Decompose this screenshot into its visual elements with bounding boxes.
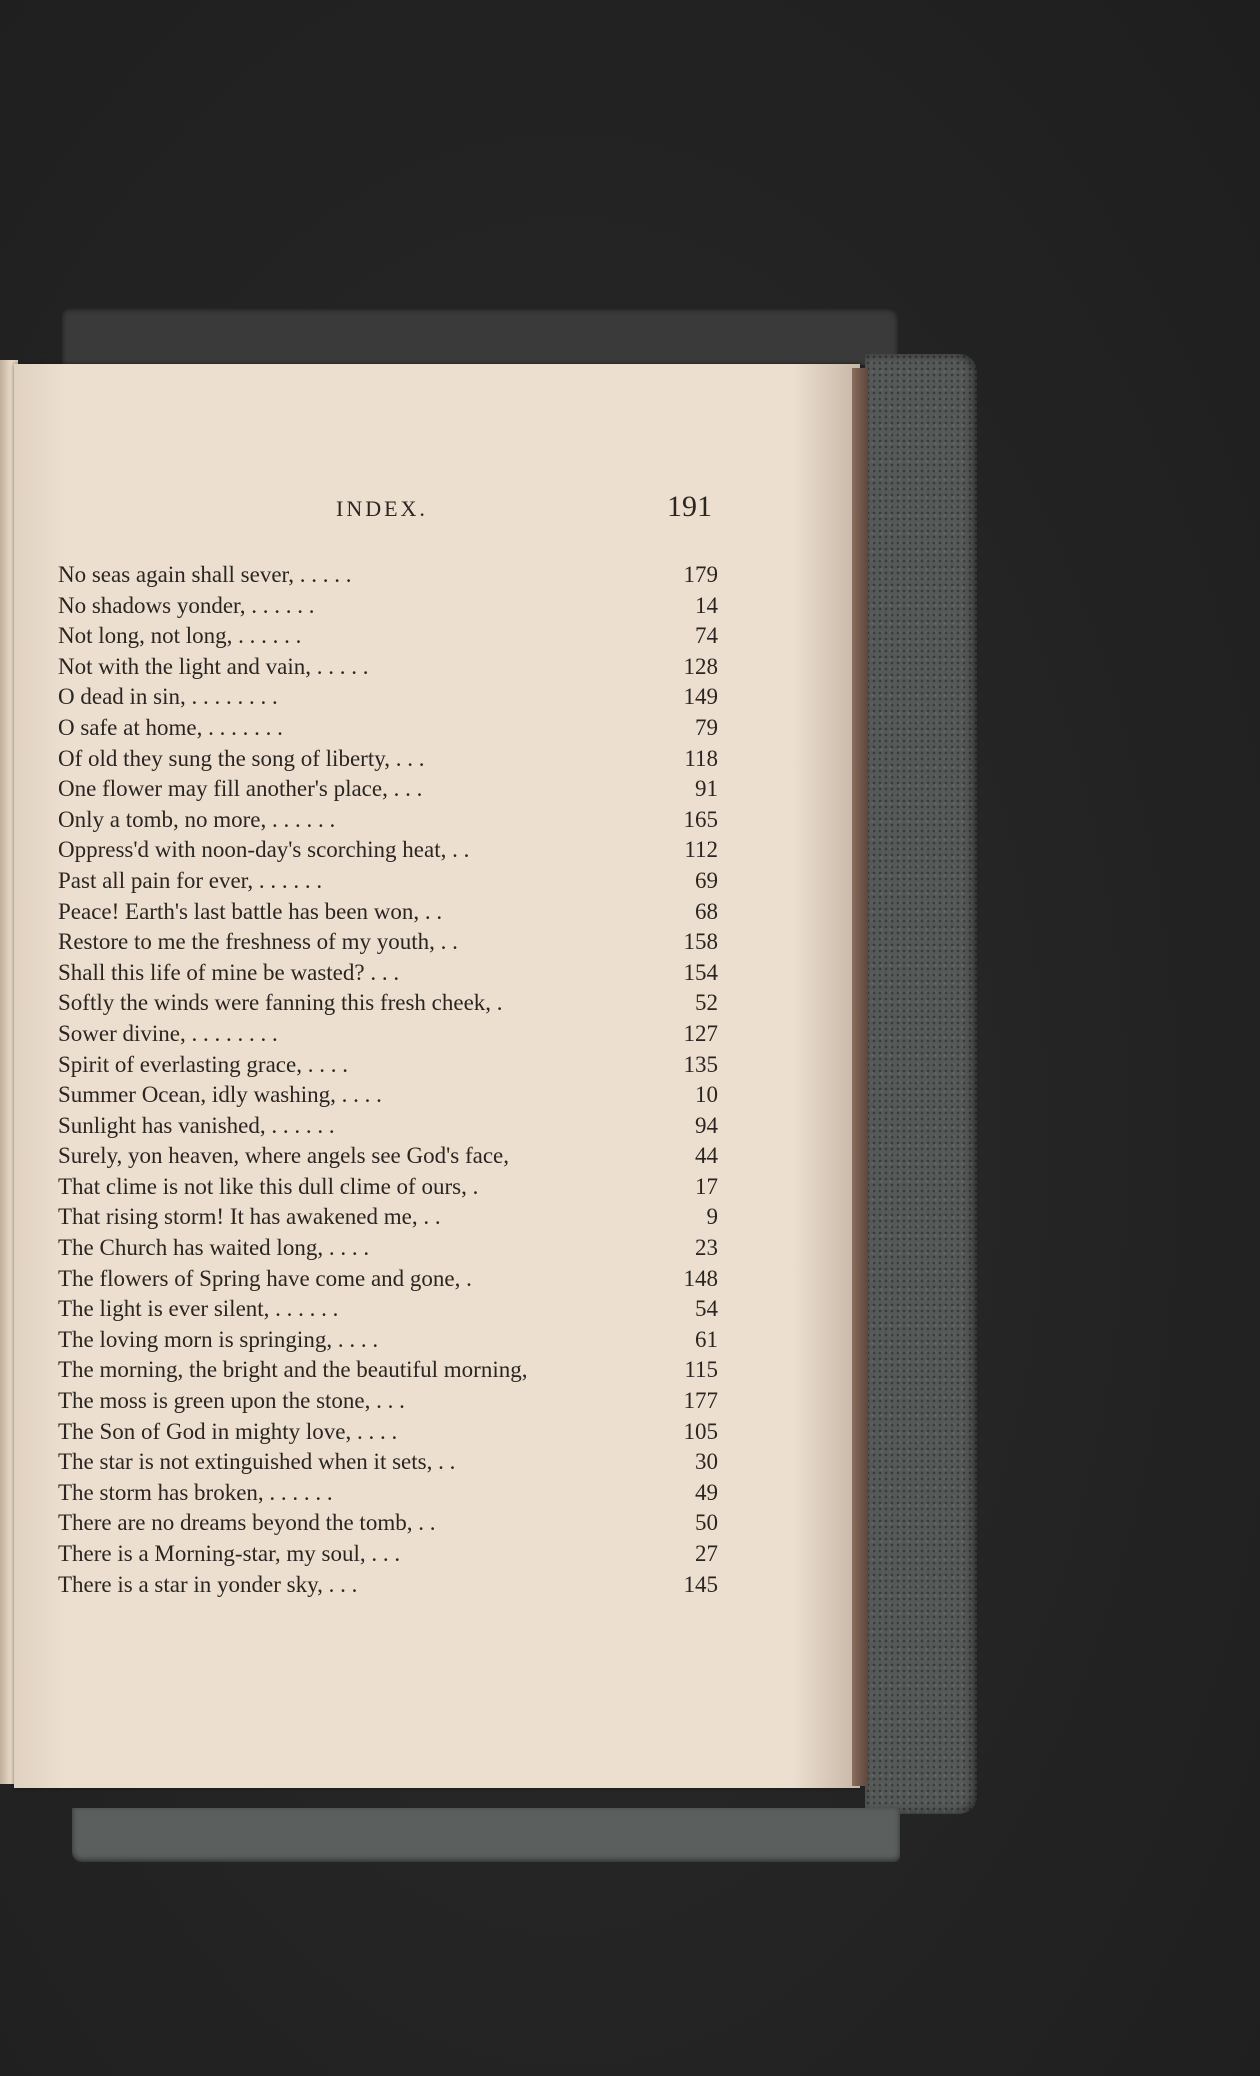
entry-page-number: 74 bbox=[695, 623, 718, 649]
entry-first-line: The flowers of Spring have come and gone, . bbox=[58, 1265, 472, 1291]
entry-first-line: The Son of God in mighty love, . . . . bbox=[58, 1418, 398, 1444]
entry-first-line: O safe at home, . . . . . . . bbox=[58, 714, 283, 740]
page-gutter bbox=[852, 368, 868, 1786]
index-entry bbox=[58, 1386, 718, 1417]
index-entry bbox=[58, 1508, 718, 1539]
entry-page-number: 177 bbox=[683, 1388, 718, 1414]
index-entry bbox=[58, 1202, 718, 1233]
index-entry bbox=[58, 835, 718, 866]
entry-page-number: 27 bbox=[695, 1541, 718, 1566]
entry-first-line: The star is not extinguished when it sets, . . bbox=[58, 1449, 456, 1475]
book-cover-bottom-edge bbox=[72, 1808, 900, 1862]
entry-first-line: Of old they sung the song of liberty, . . . bbox=[58, 745, 425, 771]
entry-page-number: 112 bbox=[684, 837, 718, 863]
entry-page-number: 118 bbox=[684, 745, 718, 771]
index-entry bbox=[58, 1417, 718, 1448]
page-number: 191 bbox=[667, 490, 712, 523]
entry-first-line: No shadows yonder, . . . . . . bbox=[58, 592, 315, 618]
running-head: INDEX. bbox=[336, 496, 428, 521]
entry-page-number: 61 bbox=[695, 1326, 718, 1352]
index-entry bbox=[58, 1233, 718, 1264]
index-entry bbox=[58, 1019, 718, 1050]
entry-page-number: 79 bbox=[695, 714, 718, 740]
index-list bbox=[58, 560, 718, 1600]
entry-first-line: The light is ever silent, . . . . . . bbox=[58, 1296, 339, 1322]
entry-first-line: Sunlight has vanished, . . . . . . bbox=[58, 1112, 335, 1138]
entry-first-line: Surely, yon heaven, where angels see God's face, bbox=[58, 1143, 509, 1169]
index-entry bbox=[58, 1141, 718, 1172]
index-entry bbox=[58, 1570, 718, 1601]
entry-first-line: The moss is green upon the stone, . . . bbox=[58, 1388, 405, 1414]
entry-first-line: Only a tomb, no more, . . . . . . bbox=[58, 806, 336, 832]
entry-first-line: There is a Morning-star, my soul, . . . bbox=[58, 1541, 401, 1566]
book-cover-top-edge bbox=[62, 307, 898, 365]
entry-page-number: 44 bbox=[695, 1143, 718, 1169]
entry-first-line: The storm has broken, . . . . . . bbox=[58, 1479, 333, 1505]
index-entry bbox=[58, 1264, 718, 1295]
entry-page-number: 148 bbox=[683, 1265, 718, 1291]
entry-page-number: 54 bbox=[695, 1296, 718, 1322]
entry-page-number: 23 bbox=[695, 1235, 718, 1261]
entry-page-number: 10 bbox=[695, 1082, 718, 1108]
index-entry bbox=[58, 1539, 718, 1570]
entry-first-line: Not long, not long, . . . . . . bbox=[58, 623, 302, 649]
entry-page-number: 69 bbox=[695, 867, 718, 893]
index-entry bbox=[58, 897, 718, 928]
entry-first-line: One flower may fill another's place, . . . bbox=[58, 776, 423, 802]
entry-first-line: There are no dreams beyond the tomb, . . bbox=[58, 1510, 436, 1536]
index-entry bbox=[58, 1294, 718, 1325]
entry-page-number: 49 bbox=[695, 1479, 718, 1505]
entry-page-number: 105 bbox=[683, 1418, 718, 1444]
entry-page-number: 50 bbox=[695, 1510, 718, 1536]
entry-page-number: 91 bbox=[695, 776, 718, 802]
entry-first-line: The morning, the bright and the beautiful morning, bbox=[58, 1357, 528, 1383]
entry-page-number: 149 bbox=[683, 684, 718, 710]
entry-page-number: 14 bbox=[695, 592, 718, 618]
entry-page-number: 128 bbox=[683, 653, 718, 679]
index-entry bbox=[58, 621, 718, 652]
entry-page-number: 135 bbox=[683, 1051, 718, 1077]
index-entry bbox=[58, 1325, 718, 1356]
index-entry bbox=[58, 652, 718, 683]
index-entry bbox=[58, 866, 718, 897]
entry-page-number: 127 bbox=[683, 1020, 718, 1046]
book-spine bbox=[865, 354, 977, 1814]
entry-first-line: That clime is not like this dull clime of ours, . bbox=[58, 1173, 479, 1199]
entry-first-line: There is a star in yonder sky, . . . bbox=[58, 1571, 358, 1597]
entry-page-number: 115 bbox=[684, 1357, 718, 1383]
index-entry bbox=[58, 958, 718, 989]
entry-first-line: Softly the winds were fanning this fresh cheek, . bbox=[58, 990, 503, 1016]
index-entry bbox=[58, 1478, 718, 1509]
entry-first-line: The Church has waited long, . . . . bbox=[58, 1235, 370, 1261]
entry-page-number: 17 bbox=[695, 1173, 718, 1199]
entry-first-line: Restore to me the freshness of my youth, . . bbox=[58, 929, 458, 955]
index-entry bbox=[58, 1080, 718, 1111]
index-entry bbox=[58, 774, 718, 805]
entry-page-number: 30 bbox=[695, 1449, 718, 1475]
entry-first-line: Not with the light and vain, . . . . . bbox=[58, 653, 369, 679]
entry-page-number: 165 bbox=[683, 806, 718, 832]
entry-first-line: The loving morn is springing, . . . . bbox=[58, 1326, 379, 1352]
index-entry bbox=[58, 1111, 718, 1142]
index-entry bbox=[58, 1447, 718, 1478]
entry-first-line: O dead in sin, . . . . . . . . bbox=[58, 684, 278, 710]
entry-first-line: Spirit of everlasting grace, . . . . bbox=[58, 1051, 348, 1077]
entry-page-number: 158 bbox=[683, 929, 718, 955]
index-entry bbox=[58, 713, 718, 744]
index-entry bbox=[58, 1172, 718, 1203]
index-entry bbox=[58, 988, 718, 1019]
index-entry bbox=[58, 1355, 718, 1386]
entry-first-line: Oppress'd with noon-day's scorching heat, . . bbox=[58, 837, 470, 863]
index-entry bbox=[58, 591, 718, 622]
entry-page-number: 9 bbox=[706, 1204, 718, 1230]
index-entry bbox=[58, 927, 718, 958]
index-entry bbox=[58, 744, 718, 775]
index-entry bbox=[58, 1050, 718, 1081]
index-entry bbox=[58, 560, 718, 591]
entry-page-number: 179 bbox=[683, 562, 718, 587]
entry-page-number: 68 bbox=[695, 898, 718, 924]
entry-page-number: 145 bbox=[683, 1571, 718, 1597]
entry-first-line: Past all pain for ever, . . . . . . bbox=[58, 867, 323, 893]
index-entry bbox=[58, 682, 718, 713]
entry-first-line: Sower divine, . . . . . . . . bbox=[58, 1020, 278, 1046]
page-header bbox=[0, 490, 1260, 530]
entry-first-line: Shall this life of mine be wasted? . . . bbox=[58, 959, 400, 985]
entry-page-number: 154 bbox=[683, 959, 718, 985]
entry-first-line: That rising storm! It has awakened me, . . bbox=[58, 1204, 441, 1230]
entry-page-number: 52 bbox=[695, 990, 718, 1016]
entry-first-line: Summer Ocean, idly washing, . . . . bbox=[58, 1082, 382, 1108]
index-entry bbox=[58, 805, 718, 836]
entry-first-line: No seas again shall sever, . . . . . bbox=[58, 562, 352, 587]
entry-first-line: Peace! Earth's last battle has been won, . . bbox=[58, 898, 443, 924]
entry-page-number: 94 bbox=[695, 1112, 718, 1138]
